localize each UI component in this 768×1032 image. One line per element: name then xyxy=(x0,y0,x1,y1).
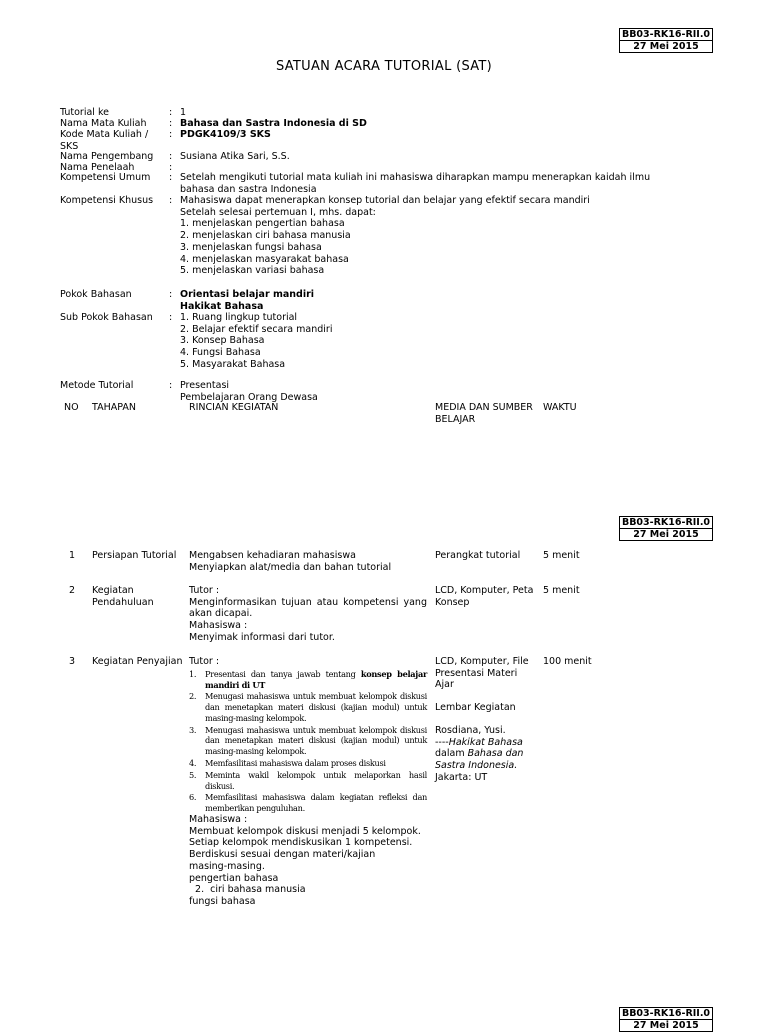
list-item: 1. menjelaskan pengertian bahasa xyxy=(180,218,345,230)
row-media: Perangkat tutorial xyxy=(435,550,521,561)
label-kompetensi-umum: Kompetensi Umum xyxy=(60,172,151,183)
separator: : xyxy=(169,107,173,118)
row-waktu: 100 menit xyxy=(543,656,592,667)
value-nama-mk: Bahasa dan Sastra Indonesia di SD xyxy=(180,118,367,129)
item-number: 1. xyxy=(189,668,197,679)
item-text: Menugasi mahasiswa untuk membuat kelompok diskusi dan menetapkan materi diskusi (kajian modul) untuk masing-masing kelompok. xyxy=(205,691,427,723)
rincian-line: Menginformasikan tujuan atau kompetensi yang akan dicapai. xyxy=(189,596,427,620)
header-no: NO xyxy=(64,402,79,413)
rincian-line: Mahasiswa : xyxy=(189,620,248,632)
value-kompetensi-khusus xyxy=(180,195,670,277)
separator: : xyxy=(169,118,173,129)
tutor-label: Tutor : xyxy=(189,656,220,667)
list-item xyxy=(189,691,427,723)
row-rincian xyxy=(189,585,427,644)
value-sub-pokok xyxy=(180,312,670,371)
separator: : xyxy=(169,151,173,162)
reference xyxy=(435,737,535,772)
list-item xyxy=(189,770,427,792)
mahasiswa-line: Membuat kelompok diskusi menjadi 5 kelompok. xyxy=(189,825,421,837)
ref-title: Hakikat Bahasa xyxy=(448,736,523,748)
item-number: 5. xyxy=(189,769,197,780)
doc-date: 27 Mei 2015 xyxy=(620,40,712,52)
list-item: 2. menjelaskan ciri bahasa manusia xyxy=(180,230,351,242)
rincian-line: Mengabsen kehadiaran mahasiswa xyxy=(189,550,356,561)
header-media: MEDIA DAN SUMBER BELAJAR xyxy=(435,402,533,425)
rincian-line: Menyiapkan alat/media dan bahan tutorial xyxy=(189,561,392,573)
item-number: 4. xyxy=(189,758,197,769)
doc-code: BB03-RK16-RII.0 xyxy=(621,517,711,528)
label-penelaah: Nama Penelaah xyxy=(60,162,135,173)
rincian-line: Menyimak informasi dari tutor. xyxy=(189,631,335,643)
doc-code: BB03-RK16-RII.0 xyxy=(621,29,711,40)
metode-line1: Presentasi xyxy=(180,380,230,391)
list-item: 1. Ruang lingkup tutorial xyxy=(180,312,298,323)
rincian-line: Tutor : xyxy=(189,585,220,596)
list-item xyxy=(189,669,427,691)
row-waktu: 5 menit xyxy=(543,585,580,596)
row-rincian xyxy=(189,656,427,908)
label-tutorial-ke: Tutorial ke xyxy=(60,107,109,118)
list-item: 5. menjelaskan variasi bahasa xyxy=(180,265,325,277)
header-waktu: WAKTU xyxy=(543,402,577,413)
ref-city: Jakarta: UT xyxy=(435,771,488,783)
row-tahapan: Persiapan Tutorial xyxy=(92,550,177,561)
separator: : xyxy=(169,172,173,183)
pokok-bahasan-line2: Hakikat Bahasa xyxy=(180,300,264,312)
item-text: Menugasi mahasiswa untuk membuat kelompok diskusi dan menetapkan materi diskusi (kajian modul) untuk masing-masing kelompok. xyxy=(205,724,427,757)
item-number: 2. xyxy=(189,691,197,702)
pokok-bahasan-line1: Orientasi belajar mandiri xyxy=(180,289,315,300)
kompetensi-khusus-line1: Mahasiswa dapat menerapkan konsep tutorial dan belajar yang efektif secara mandiri xyxy=(180,195,590,206)
media-line: Rosdiana, Yusi. xyxy=(435,724,506,736)
value-kode-mk: PDGK4109/3 SKS xyxy=(180,129,271,140)
label-kompetensi-khusus: Kompetensi Khusus xyxy=(60,195,154,206)
item-number: 6. xyxy=(189,792,197,803)
separator: : xyxy=(169,195,173,206)
label-nama-mk: Nama Mata Kuliah xyxy=(60,118,147,129)
mahasiswa-label: Mahasiswa : xyxy=(189,814,248,826)
tutor-list xyxy=(189,669,427,814)
item-text: Memfasilitasi mahasiswa dalam kegiatan refleksi dan memberikan penguluhan. xyxy=(205,792,427,814)
kompetensi-khusus-line2: Setelah selesai pertemuan I, mhs. dapat: xyxy=(180,206,376,218)
doc-code-box xyxy=(619,28,713,53)
separator: : xyxy=(169,289,173,300)
item-text: Presentasi dan tanya jawab tentang xyxy=(205,668,361,679)
row-media: LCD, Komputer, Peta Konsep xyxy=(435,585,534,608)
list-item: 4. menjelaskan masyarakat bahasa xyxy=(180,253,349,265)
value-pengembang: Susiana Atika Sari, S.S. xyxy=(180,151,290,162)
list-item: 2. Belajar efektif secara mandiri xyxy=(180,323,333,335)
list-item xyxy=(189,792,427,814)
ref-dash: ---- xyxy=(435,736,449,748)
row-no: 1 xyxy=(69,550,76,561)
row-tahapan: Kegiatan Pendahuluan xyxy=(92,585,154,608)
row-media xyxy=(435,656,535,783)
separator: : xyxy=(169,129,173,140)
list-item: 3. Konsep Bahasa xyxy=(180,335,265,347)
list-item xyxy=(189,758,427,769)
mahasiswa-line: fungsi bahasa xyxy=(189,895,256,907)
mahasiswa-line: 2. ciri bahasa manusia xyxy=(189,884,306,896)
metode-line2: Pembelajaran Orang Dewasa xyxy=(180,391,318,403)
value-kompetensi-umum: Setelah mengikuti tutorial mata kuliah ini mahasiswa diharapkan mampu menerapkan kaidah ilmu bahasa dan sastra Indonesia xyxy=(180,172,651,195)
item-text-bold: konsep belajar mandiri di UT xyxy=(205,668,427,690)
row-rincian xyxy=(189,550,427,573)
list-item: 5. Masyarakat Bahasa xyxy=(180,358,286,370)
value-tutorial-ke: 1 xyxy=(180,107,187,118)
separator: : xyxy=(169,312,173,323)
value-metode xyxy=(180,380,670,403)
list-item: 3. menjelaskan fungsi bahasa xyxy=(180,241,322,253)
list-item: 4. Fungsi Bahasa xyxy=(180,347,261,359)
header-rincian: RINCIAN KEGIATAN xyxy=(189,402,279,413)
row-tahapan: Kegiatan Penyajian xyxy=(92,656,183,667)
label-pokok-bahasan: Pokok Bahasan xyxy=(60,289,132,300)
doc-date: 27 Mei 2015 xyxy=(620,1019,712,1031)
separator: : xyxy=(169,162,173,173)
row-waktu: 5 menit xyxy=(543,550,580,561)
page-title: SATUAN ACARA TUTORIAL (SAT) xyxy=(275,59,493,74)
doc-date: 27 Mei 2015 xyxy=(620,528,712,540)
item-text: Memfasilitasi mahasiswa dalam proses diskusi xyxy=(205,758,386,769)
value-pokok-bahasan xyxy=(180,289,670,312)
separator: : xyxy=(169,380,173,391)
row-no: 2 xyxy=(69,585,76,596)
mahasiswa-line: pengertian bahasa xyxy=(189,872,279,884)
header-tahapan: TAHAPAN xyxy=(92,402,136,413)
ref-book: Bahasa dan Sastra Indonesia. xyxy=(435,748,524,771)
label-kode-mk: Kode Mata Kuliah / SKS xyxy=(60,129,149,152)
item-number: 3. xyxy=(189,724,197,735)
ref-dalam: dalam xyxy=(435,748,468,760)
label-metode: Metode Tutorial xyxy=(60,380,134,391)
mahasiswa-line: Setiap kelompok mendiskusikan 1 kompetensi. xyxy=(189,837,413,849)
item-text: Meminta wakil kelompok untuk melaporkan hasil diskusi. xyxy=(205,769,427,791)
label-pengembang: Nama Pengembang xyxy=(60,151,154,162)
media-line: Lembar Kegiatan xyxy=(435,702,516,714)
row-no: 3 xyxy=(69,656,76,667)
list-item xyxy=(189,725,427,757)
label-sub-pokok: Sub Pokok Bahasan xyxy=(60,312,153,323)
mahasiswa-line: Berdiskusi sesuai dengan materi/kajian masing-masing. xyxy=(189,849,376,872)
media-line: LCD, Komputer, File Presentasi Materi Ajar xyxy=(435,656,529,691)
doc-code: BB03-RK16-RII.0 xyxy=(621,1008,711,1019)
doc-code-box-2 xyxy=(619,516,713,541)
kompetensi-khusus-list xyxy=(180,218,670,277)
doc-code-box-3 xyxy=(619,1007,713,1032)
